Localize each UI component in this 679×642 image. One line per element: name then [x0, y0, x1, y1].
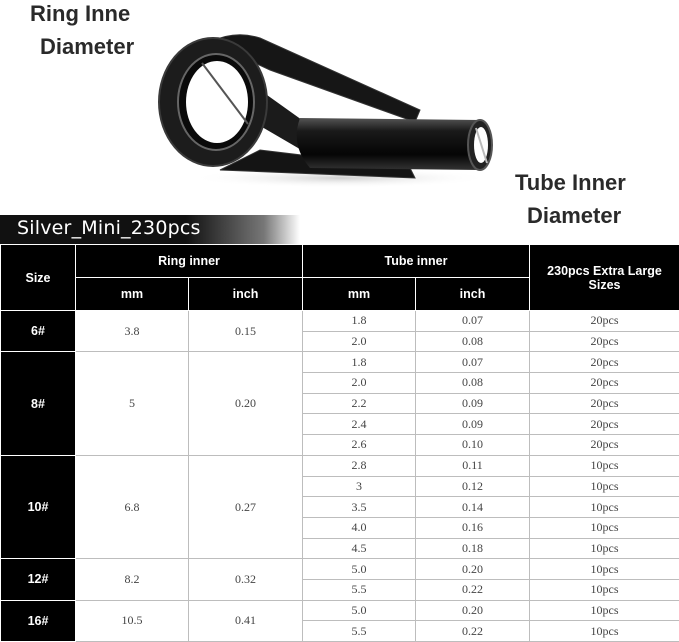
size-cell: 10#: [1, 455, 76, 558]
tube-mm-cell: 3: [303, 476, 416, 497]
tube-label-line1: Tube Inner: [515, 170, 626, 195]
ring-inch-cell: 0.32: [189, 559, 303, 600]
ring-mm-header: mm: [76, 278, 189, 311]
tube-mm-cell: 2.8: [303, 455, 416, 476]
ring-inner-hole: [186, 61, 248, 143]
ring-inch-cell: 0.15: [189, 311, 303, 352]
size-cell: 8#: [1, 352, 76, 455]
ring-mm-cell: 8.2: [76, 559, 189, 600]
tube-inch-cell: 0.07: [416, 311, 530, 332]
tube-mm-cell: 5.5: [303, 621, 416, 642]
tube-inch-cell: 0.12: [416, 476, 530, 497]
size-cell: 12#: [1, 559, 76, 600]
table-header-row: [1, 245, 679, 278]
tube-body: [297, 118, 480, 170]
rod-tip-guide-image: [150, 20, 500, 190]
table-row: [1, 559, 679, 580]
table-row: [1, 600, 679, 621]
ring-mm-cell: 6.8: [76, 455, 189, 558]
tube-inch-cell: 0.08: [416, 373, 530, 394]
tube-inch-cell: 0.14: [416, 497, 530, 518]
ring-inch-header: inch: [189, 278, 303, 311]
tube-inch-cell: 0.20: [416, 559, 530, 580]
quantity-cell: 20pcs: [530, 393, 679, 414]
quantity-cell: 10pcs: [530, 497, 679, 518]
tube-mm-cell: 1.8: [303, 352, 416, 373]
ring-inner-header: Ring inner: [76, 245, 303, 278]
tube-inch-cell: 0.18: [416, 538, 530, 559]
quantity-cell: 10pcs: [530, 538, 679, 559]
size-cell: 16#: [1, 600, 76, 641]
tube-mm-cell: 4.5: [303, 538, 416, 559]
tube-mm-cell: 2.0: [303, 331, 416, 352]
table-row: [1, 455, 679, 476]
ring-inch-cell: 0.20: [189, 352, 303, 455]
table-row: [1, 352, 679, 373]
tube-inch-cell: 0.10: [416, 435, 530, 456]
quantity-cell: 10pcs: [530, 621, 679, 642]
tube-mm-header: mm: [303, 278, 416, 311]
tube-inch-cell: 0.07: [416, 352, 530, 373]
quantity-cell: 10pcs: [530, 600, 679, 621]
tube-mm-cell: 2.2: [303, 393, 416, 414]
quantity-cell: 10pcs: [530, 579, 679, 600]
quantity-cell: 20pcs: [530, 414, 679, 435]
ring-mm-cell: 3.8: [76, 311, 189, 352]
quantity-cell: 20pcs: [530, 331, 679, 352]
tube-mm-cell: 5.0: [303, 600, 416, 621]
quantity-cell: 20pcs: [530, 435, 679, 456]
product-banner: [0, 215, 300, 244]
quantity-cell: 10pcs: [530, 455, 679, 476]
tube-inch-cell: 0.09: [416, 393, 530, 414]
ring-label-line2: Diameter: [40, 34, 135, 59]
quantity-cell: 10pcs: [530, 476, 679, 497]
size-cell: 6#: [1, 311, 76, 352]
tube-inch-cell: 0.16: [416, 517, 530, 538]
tube-mm-cell: 2.4: [303, 414, 416, 435]
tube-mm-cell: 2.6: [303, 435, 416, 456]
quantity-cell: 20pcs: [530, 311, 679, 332]
tube-mm-cell: 5.5: [303, 579, 416, 600]
banner-title: Silver_Mini_230pcs: [17, 217, 201, 239]
tube-inch-cell: 0.22: [416, 621, 530, 642]
ring-inch-cell: 0.41: [189, 600, 303, 641]
quantity-cell: 10pcs: [530, 559, 679, 580]
tube-inch-cell: 0.20: [416, 600, 530, 621]
ring-mm-cell: 5: [76, 352, 189, 455]
ring-label-line1: Ring Inne: [30, 1, 131, 26]
quantity-cell: 20pcs: [530, 373, 679, 394]
tube-inch-cell: 0.09: [416, 414, 530, 435]
tube-inch-cell: 0.11: [416, 455, 530, 476]
quantity-cell: 20pcs: [530, 352, 679, 373]
tube-mm-cell: 2.0: [303, 373, 416, 394]
ring-inch-cell: 0.27: [189, 455, 303, 558]
tube-mm-cell: 1.8: [303, 311, 416, 332]
tube-inch-cell: 0.08: [416, 331, 530, 352]
table-row: [1, 311, 679, 332]
tube-inch-header: inch: [416, 278, 530, 311]
tube-label-line2: Diameter: [527, 203, 622, 228]
ring-mm-cell: 10.5: [76, 600, 189, 641]
quantity-header: 230pcs Extra Large Sizes: [530, 245, 679, 311]
tube-mm-cell: 4.0: [303, 517, 416, 538]
table-body: [1, 311, 679, 642]
quantity-cell: 10pcs: [530, 517, 679, 538]
tube-mm-cell: 3.5: [303, 497, 416, 518]
tube-inch-cell: 0.22: [416, 579, 530, 600]
tube-mm-cell: 5.0: [303, 559, 416, 580]
tube-inner-header: Tube inner: [303, 245, 530, 278]
size-header: Size: [1, 245, 76, 311]
size-spec-table: [0, 244, 679, 642]
